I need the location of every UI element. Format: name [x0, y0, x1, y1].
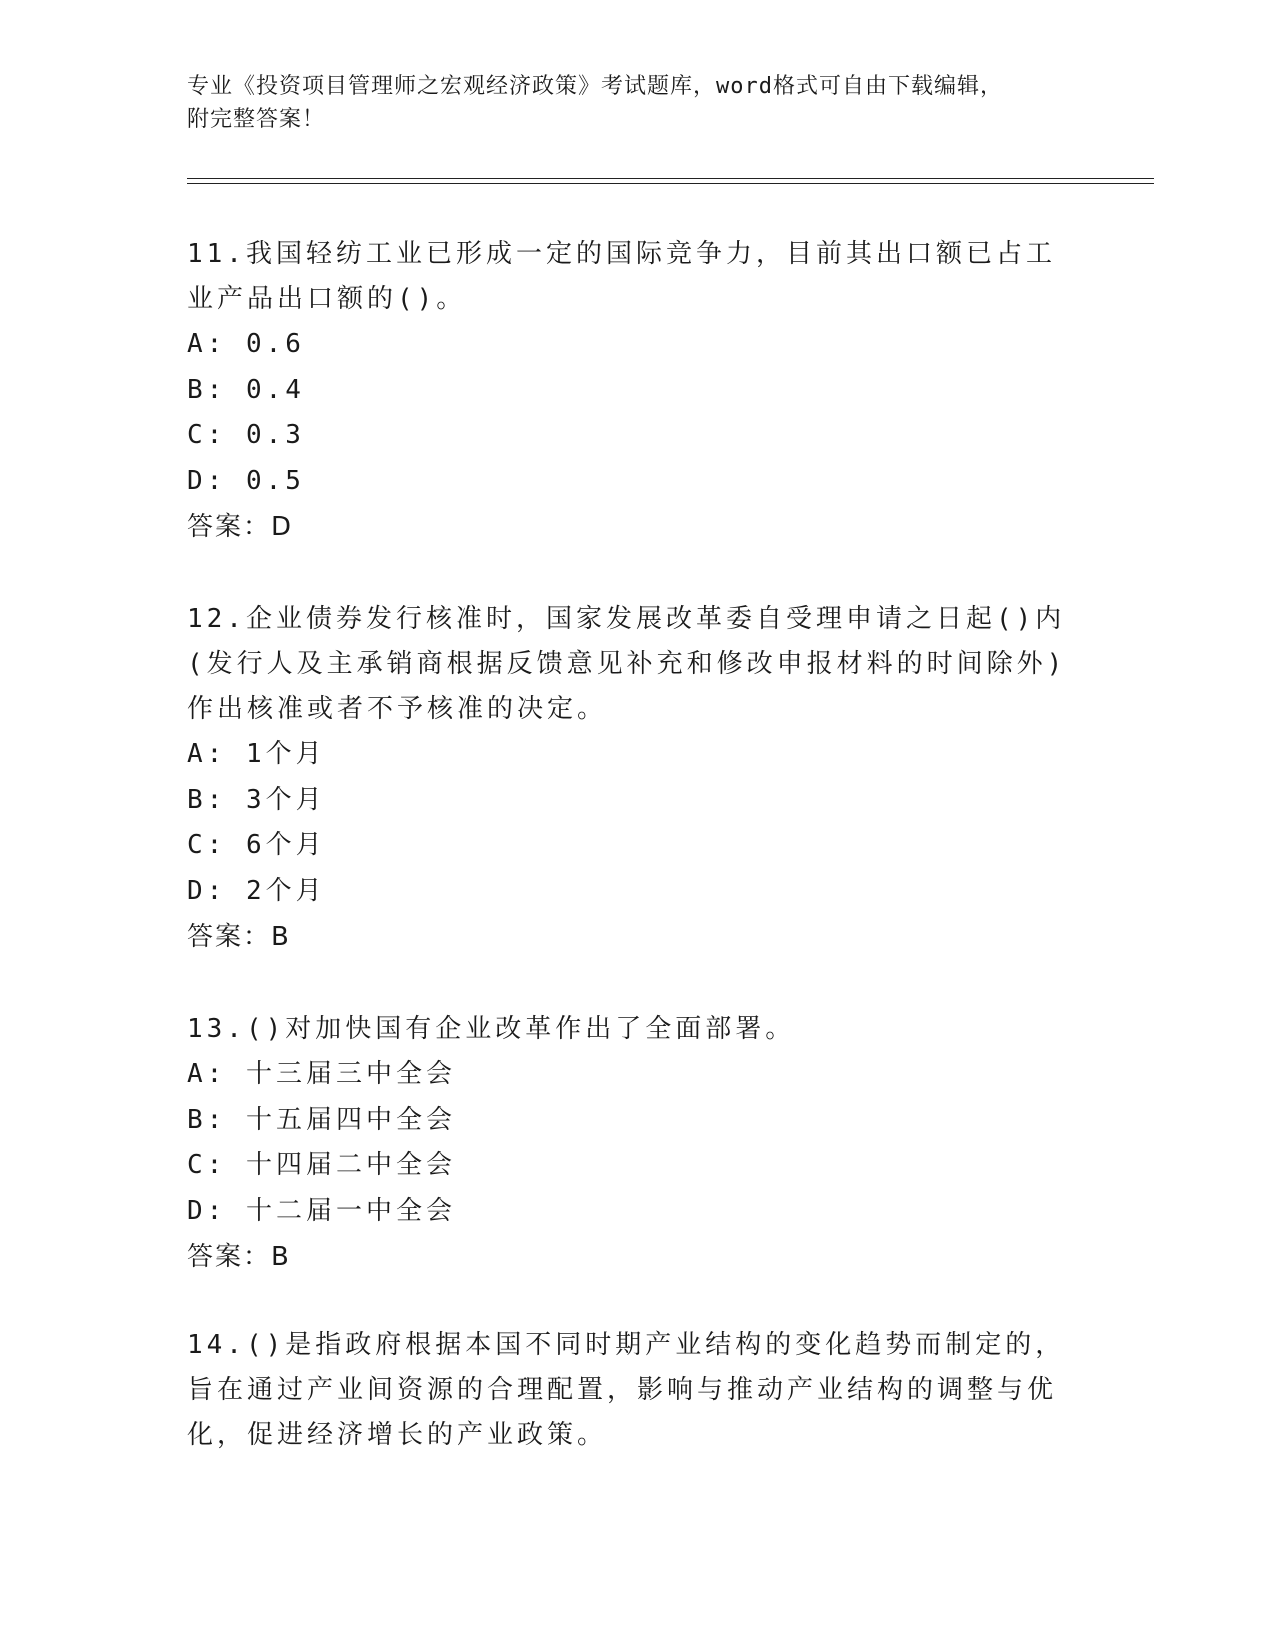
question-14	[187, 1323, 1077, 1458]
option-d: D: 2个月	[187, 875, 326, 906]
option-b: B: 0.4	[187, 374, 305, 405]
option-b: B: 十五届四中全会	[187, 1104, 456, 1135]
option-c: C: 十四届二中全会	[187, 1150, 456, 1180]
option-c: C: 0.3	[187, 420, 305, 450]
header-line-2: 附完整答案！	[187, 107, 326, 132]
option-c: C: 6个月	[187, 830, 326, 860]
option-b: B: 3个月	[187, 784, 326, 815]
header-line-1: 专业《投资项目管理师之宏观经济政策》考试题库，word格式可自由下载编辑，	[187, 74, 1003, 99]
header-divider-bottom	[187, 183, 1154, 184]
question-stem: 14.()是指政府根据本国不同时期产业结构的变化趋势而制定的，旨在通过产业间资源的合理配置，影响与推动产业结构的调整与优化，促进经济增长的产业政策。	[187, 1330, 1066, 1450]
question-11	[187, 232, 1077, 550]
answer: 答案：D	[187, 512, 294, 542]
question-stem: 13.()对加快国有企业改革作出了全面部署。	[187, 1014, 796, 1044]
option-a: A: 1个月	[187, 739, 326, 769]
question-stem: 11.我国轻纺工业已形成一定的国际竞争力，目前其出口额已占工业产品出口额的()。	[187, 239, 1056, 314]
question-13	[187, 1007, 1077, 1280]
answer: 答案：B	[187, 1242, 291, 1272]
option-a: A: 十三届三中全会	[187, 1059, 456, 1089]
header-divider-top	[187, 178, 1154, 179]
question-stem: 12.企业债券发行核准时，国家发展改革委自受理申请之日起()内(发行人及主承销商根据反馈意见补充和修改申报材料的时间除外)作出核准或者不予核准的决定。	[187, 604, 1067, 724]
document-header	[187, 70, 1087, 136]
option-d: D: 十二届一中全会	[187, 1195, 456, 1226]
option-a: A: 0.6	[187, 329, 305, 359]
question-12	[187, 597, 1077, 960]
answer: 答案：B	[187, 922, 291, 952]
option-d: D: 0.5	[187, 465, 305, 496]
